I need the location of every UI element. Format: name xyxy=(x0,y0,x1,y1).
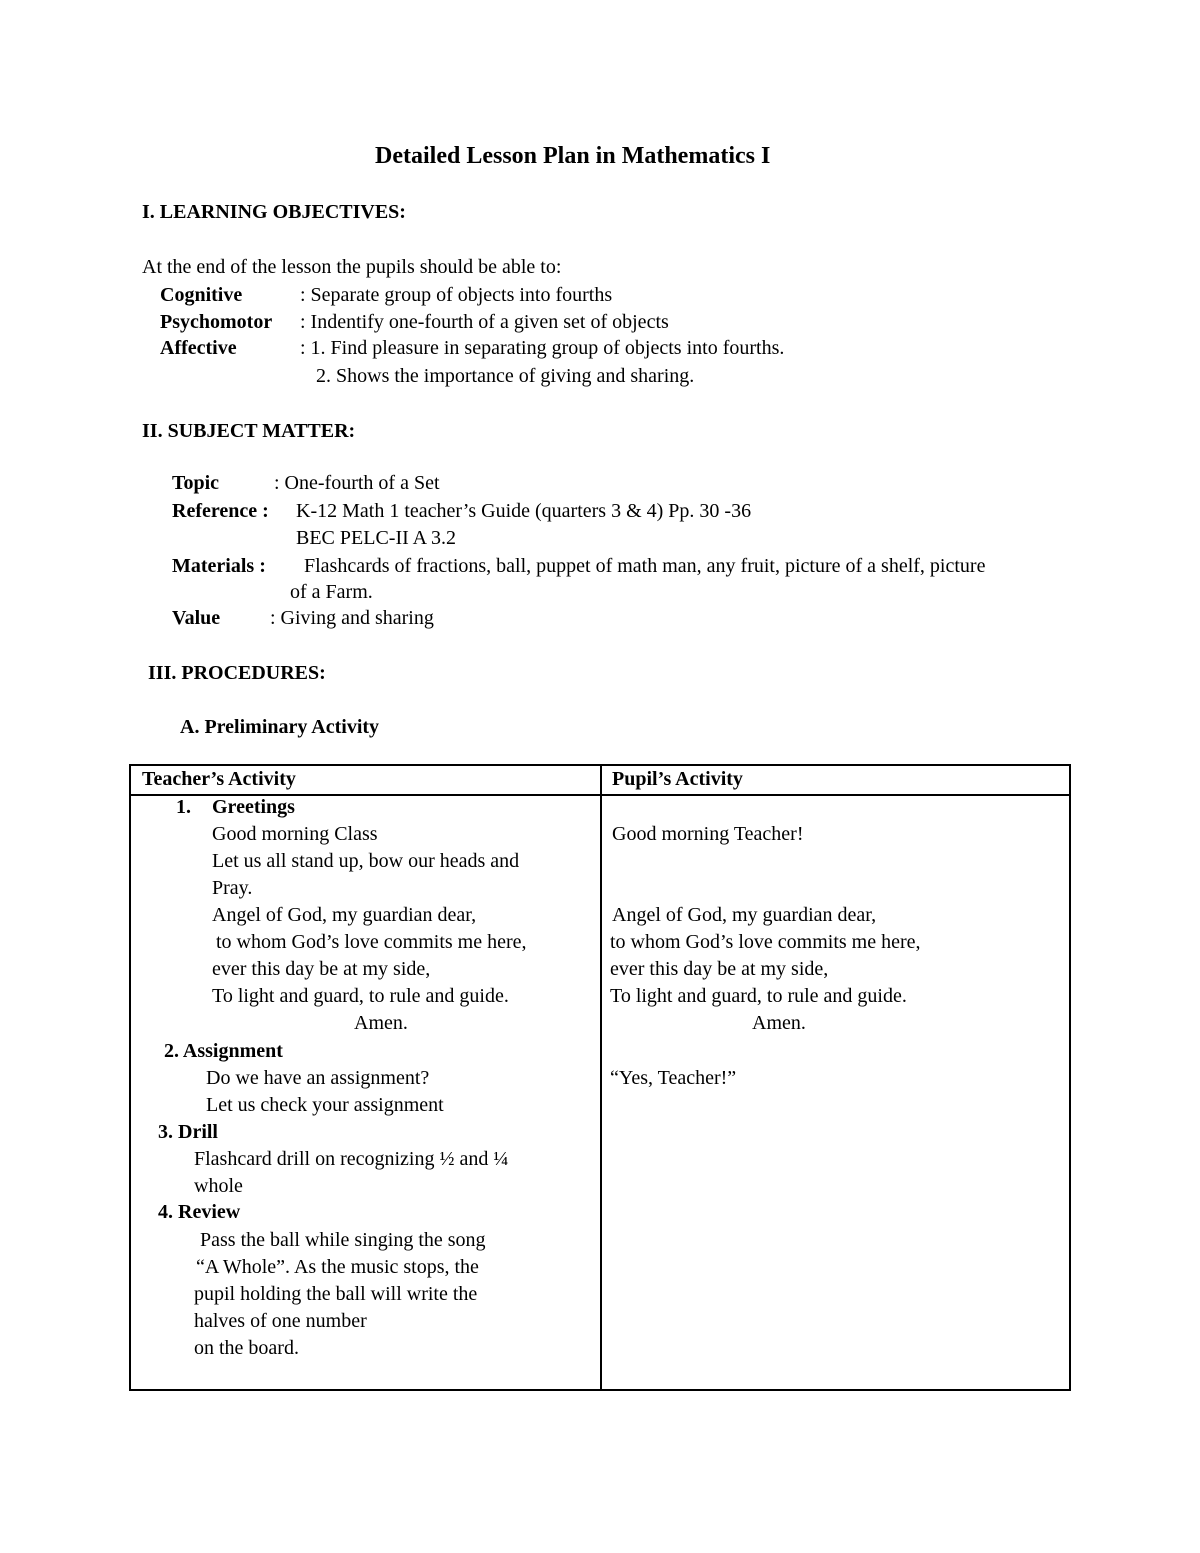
assignment-title: 2. Assignment xyxy=(164,1040,283,1062)
procedures-heading: III. PROCEDURES: xyxy=(148,662,326,684)
pupil-prayer-2: to whom God’s love commits me here, xyxy=(610,931,921,953)
pupil-column-header: Pupil’s Activity xyxy=(612,768,743,790)
cognitive-value: : Separate group of objects into fourths xyxy=(300,284,613,306)
psychomotor-value: : Indentify one-fourth of a given set of objects xyxy=(300,311,669,333)
greetings-title: Greetings xyxy=(212,796,295,818)
pupil-greeting-reply: Good morning Teacher! xyxy=(612,823,804,845)
value-value: : Giving and sharing xyxy=(270,607,434,629)
reference-label: Reference : xyxy=(172,500,269,522)
review-title: 4. Review xyxy=(158,1201,241,1223)
teacher-prayer-1: Angel of God, my guardian dear, xyxy=(212,904,477,926)
teacher-greeting-2: Let us all stand up, bow our heads and xyxy=(212,850,520,872)
materials-value-2: of a Farm. xyxy=(290,581,373,603)
teacher-review-1: Pass the ball while singing the song xyxy=(200,1229,486,1251)
teacher-prayer-5: Amen. xyxy=(354,1012,408,1034)
pupil-prayer-1: Angel of God, my guardian dear, xyxy=(612,904,877,926)
teacher-prayer-2: to whom God’s love commits me here, xyxy=(216,931,527,953)
reference-value-2: BEC PELC-II A 3.2 xyxy=(296,527,457,549)
pupil-prayer-3: ever this day be at my side, xyxy=(610,958,829,980)
page-title: Detailed Lesson Plan in Mathematics I xyxy=(375,143,771,169)
pupil-assignment-reply: “Yes, Teacher!” xyxy=(610,1067,737,1089)
teacher-review-3: pupil holding the ball will write the xyxy=(194,1283,478,1305)
drill-title: 3. Drill xyxy=(158,1121,218,1143)
teacher-greeting-1: Good morning Class xyxy=(212,823,378,845)
value-label: Value xyxy=(172,607,221,629)
psychomotor-label: Psychomotor xyxy=(160,311,273,333)
teacher-prayer-3: ever this day be at my side, xyxy=(212,958,431,980)
pupil-prayer-4: To light and guard, to rule and guide. xyxy=(610,985,907,1007)
affective-value-2: 2. Shows the importance of giving and sharing. xyxy=(316,365,695,387)
teacher-column-header: Teacher’s Activity xyxy=(142,768,296,790)
teacher-review-4: halves of one number xyxy=(194,1310,367,1332)
affective-label: Affective xyxy=(160,337,237,359)
teacher-assignment-1: Do we have an assignment? xyxy=(206,1067,430,1089)
teacher-assignment-2: Let us check your assignment xyxy=(206,1094,444,1116)
preliminary-activity-heading: A. Preliminary Activity xyxy=(180,716,380,738)
teacher-review-5: on the board. xyxy=(194,1337,299,1359)
cognitive-label: Cognitive xyxy=(160,284,243,306)
teacher-drill-1: Flashcard drill on recognizing ½ and ¼ xyxy=(194,1148,509,1170)
teacher-review-2: “A Whole”. As the music stops, the xyxy=(196,1256,479,1278)
affective-value-1: : 1. Find pleasure in separating group of objects into fourths. xyxy=(300,337,785,359)
teacher-greeting-3: Pray. xyxy=(212,877,253,899)
topic-value: : One-fourth of a Set xyxy=(274,472,440,494)
table-column-divider xyxy=(600,766,602,1389)
materials-label: Materials : xyxy=(172,555,266,577)
objectives-heading: I. LEARNING OBJECTIVES: xyxy=(142,201,406,223)
topic-label: Topic xyxy=(172,472,220,494)
objectives-intro: At the end of the lesson the pupils should be able to: xyxy=(142,256,562,278)
teacher-drill-2: whole xyxy=(194,1175,243,1197)
teacher-prayer-4: To light and guard, to rule and guide. xyxy=(212,985,509,1007)
materials-value-1: Flashcards of fractions, ball, puppet of math man, any fruit, picture of a shelf, picture xyxy=(304,555,986,577)
pupil-prayer-5: Amen. xyxy=(752,1012,806,1034)
reference-value-1: K-12 Math 1 teacher’s Guide (quarters 3 & 4) Pp. 30 -36 xyxy=(296,500,752,522)
subject-heading: II. SUBJECT MATTER: xyxy=(142,420,356,442)
greetings-number: 1. xyxy=(176,796,191,818)
